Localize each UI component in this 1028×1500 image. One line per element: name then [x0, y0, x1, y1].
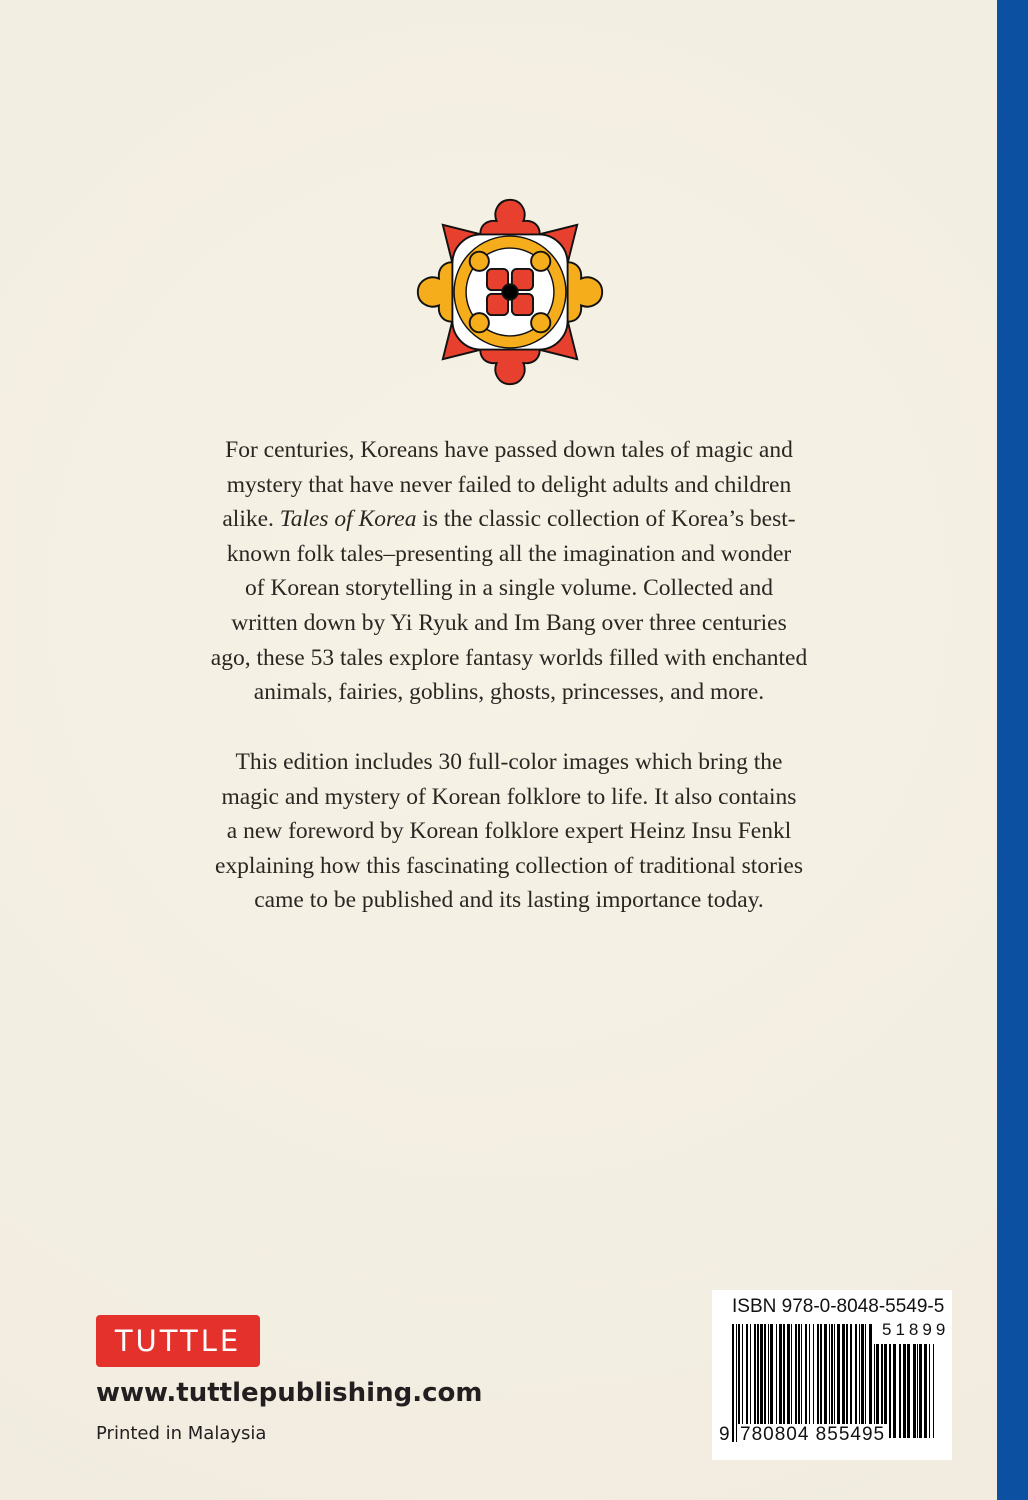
blurb-line: written down by Yi Ryuk and Im Bang over three centuries — [231, 609, 787, 636]
blurb-line: a new foreword by Korean folklore expert Heinz Insu Fenkl — [226, 818, 792, 845]
blurb-line: magic and mystery of Korean folklore to life. It also contains — [221, 783, 797, 810]
korean-ornament-emblem — [414, 196, 606, 388]
barcode-bar — [732, 1324, 734, 1442]
description-paragraph-2 — [150, 745, 868, 918]
blurb-line: This edition includes 30 full-color images which bring the — [235, 749, 783, 775]
blurb-line-with-title — [150, 502, 868, 537]
blurb-line: known folk tales–presenting all the imagination and wonder — [226, 540, 792, 567]
barcode-bar — [899, 1344, 901, 1438]
barcode-bar — [889, 1344, 891, 1438]
spine-strip — [997, 0, 1028, 1500]
barcode-bar — [919, 1344, 922, 1438]
blurb-line: explaining how this fascinating collection of traditional stories — [214, 852, 804, 879]
printed-in-text: Printed in Malaysia — [96, 1423, 267, 1444]
barcode-bar — [929, 1344, 930, 1438]
blurb-line: mystery that have never failed to delight adults and children — [226, 471, 792, 498]
ean-digits: 780804 855495 — [740, 1424, 886, 1445]
barcode-bar — [903, 1344, 906, 1438]
isbn-barcode — [712, 1290, 952, 1460]
isbn-text: ISBN 978-0-8048-5549-5 — [732, 1296, 945, 1317]
book-title-italic: Tales of Korea — [279, 506, 417, 533]
blurb-line: came to be published and its lasting importance today. — [254, 887, 764, 914]
barcode-bar — [893, 1344, 896, 1438]
publisher-url[interactable]: www.tuttlepublishing.com — [96, 1378, 483, 1408]
barcode-bar — [736, 1324, 737, 1442]
barcode-bar — [913, 1344, 916, 1438]
blurb-line: animals, fairies, goblins, ghosts, princesses, and more. — [253, 679, 765, 706]
price-addon-code: 51899 — [882, 1320, 950, 1339]
text: is the classic collection of Korea’s best- — [416, 506, 796, 533]
barcode-bar — [917, 1344, 918, 1438]
barcode-bar — [924, 1344, 927, 1438]
tuttle-logo: TUTTLE — [96, 1315, 260, 1367]
text: alike. — [222, 506, 280, 533]
barcode-bar — [933, 1344, 934, 1438]
blurb-line: ago, these 53 tales explore fantasy worlds filled with enchanted — [210, 644, 808, 671]
ean-first-digit: 9 — [719, 1424, 730, 1445]
blurb-line: of Korean storytelling in a single volume. Collected and — [245, 575, 773, 602]
blurb-line: For centuries, Koreans have passed down tales of magic and — [225, 437, 793, 463]
barcode-bar — [907, 1344, 910, 1438]
description-paragraph-1 — [150, 433, 868, 710]
